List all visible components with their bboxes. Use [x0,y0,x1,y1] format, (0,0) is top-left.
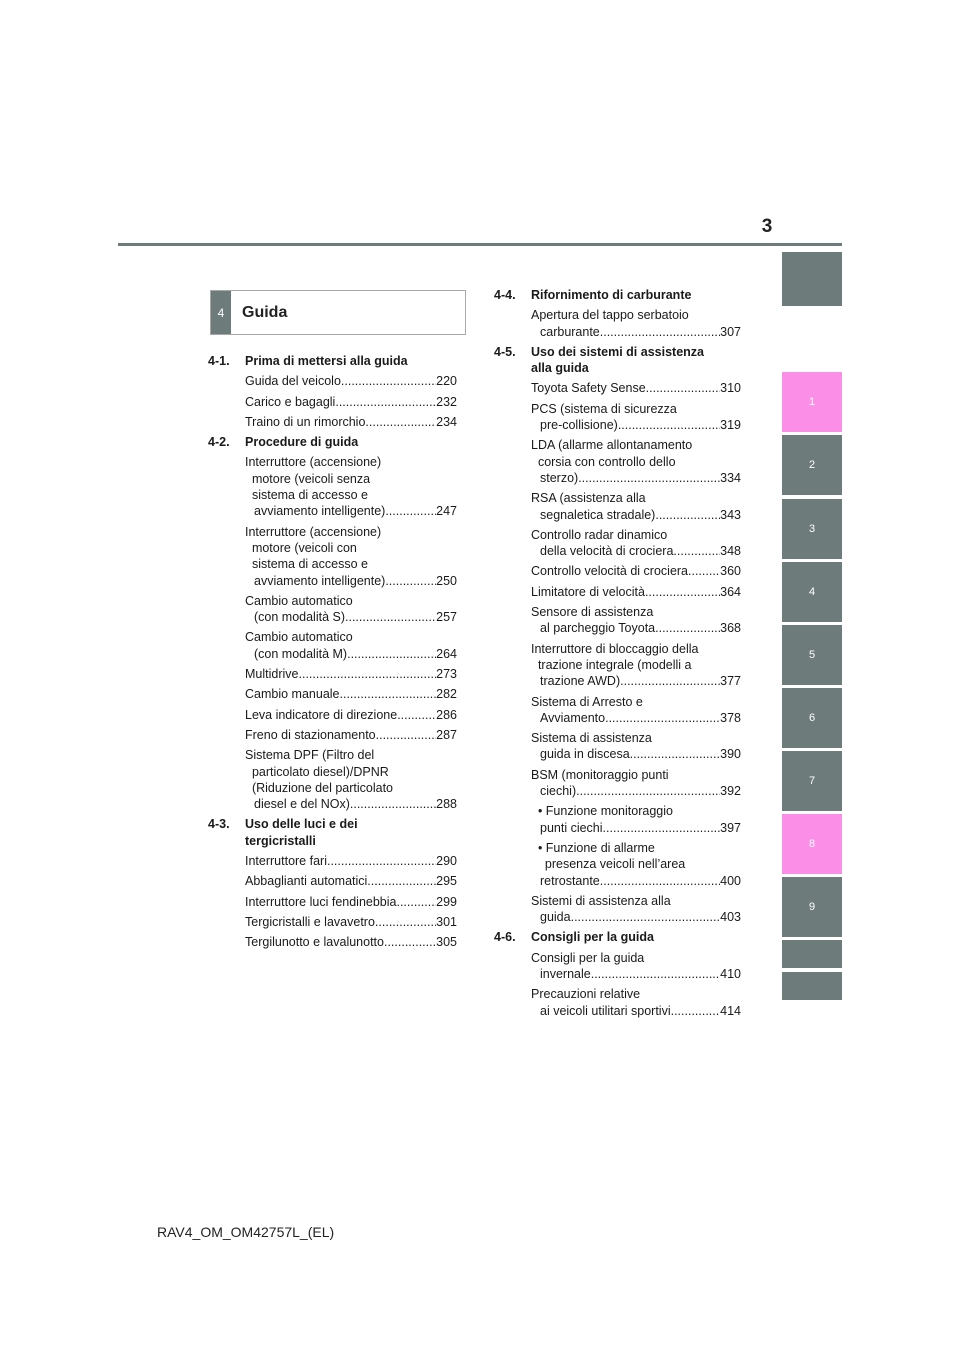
entry-text-line: PCS (sistema di sicurezza [531,401,677,416]
entry-title: Multidrive [245,667,299,682]
entry-leader-line [245,873,457,889]
page-number: 3 [761,216,773,237]
entry-text-line: (Riduzione del particolato [245,780,393,795]
dot-leader [341,373,436,389]
entry-leader-line [245,853,457,869]
toc-entry[interactable] [531,767,741,800]
entry-page-number: 273 [436,667,457,682]
entry-title: Limitatore di velocità [531,584,645,599]
entry-leader-line [531,543,741,559]
entry-text-line: Interruttore (accensione) [245,455,382,470]
entry-page-number: 290 [436,854,457,869]
toc-column-right [494,287,741,1019]
dot-leader [365,414,436,430]
chapter-tab-blank[interactable] [782,972,842,1000]
entry-text-line: • Funzione di allarme [531,840,655,855]
entry-leader-line [531,873,741,889]
entry-leader-line [245,573,457,589]
section-number: 4-3. [208,817,230,832]
entry-title: Carico e bagagli [245,394,336,409]
entry-leader-line [531,417,741,433]
toc-entry[interactable] [245,853,457,869]
toc-entry[interactable] [245,666,457,682]
toc-entry[interactable] [245,394,457,410]
dot-leader [578,470,720,486]
entry-leader-line [531,507,741,523]
entry-text-line: Interruttore (accensione) [245,524,382,539]
toc-section-heading [208,434,457,450]
section-title [531,929,741,945]
chapter-tab-5[interactable]: 5 [782,625,842,685]
entry-page-number: 310 [720,381,741,396]
dot-leader [375,914,436,930]
toc-entry[interactable] [245,873,457,889]
toc-entry[interactable] [245,373,457,389]
entry-title: (con modalità S) [254,610,346,625]
entry-leader-line [531,746,741,762]
entry-leader-line [245,707,457,723]
dot-leader [385,503,436,519]
toc-entry[interactable] [531,840,741,889]
entry-page-number: 403 [720,910,741,925]
section-number: 4-2. [208,435,230,450]
chapter-tab-1[interactable]: 1 [782,372,842,432]
entry-page-number: 282 [436,687,457,702]
entry-leader-line [245,727,457,743]
section-title [245,434,457,450]
entry-text-line: Precauzioni relative [531,987,641,1002]
entry-text-line: presenza veicoli nell’area [531,857,686,872]
entry-title: Avviamento [540,710,606,725]
chapter-number: 4 [211,291,231,334]
chapter-tab-2[interactable]: 2 [782,435,842,495]
dot-leader [655,620,720,636]
toc-entry[interactable] [245,707,457,723]
entry-page-number: 287 [436,727,457,742]
dot-leader [576,783,720,799]
dot-leader [655,507,720,523]
entry-page-number: 250 [436,573,457,588]
entry-text-line: Sistema di assistenza [531,731,652,746]
entry-leader-line [531,820,741,836]
entry-leader-line [245,934,457,950]
toc-entry[interactable] [531,604,741,637]
toc-entry[interactable] [245,747,457,812]
dot-leader [571,909,721,925]
entry-title: Freno di stazionamento [245,727,376,742]
dot-leader [367,873,436,889]
entry-page-number: 377 [720,674,741,689]
entry-leader-line [245,394,457,410]
entry-title: punti ciechi [540,820,603,835]
entry-title: diesel e del NOx) [254,797,350,812]
toc-entry[interactable] [531,307,741,340]
entry-title: Leva indicatore di direzione [245,707,398,722]
section-title [531,287,741,303]
entry-leader-line [531,470,741,486]
entry-page-number: 414 [720,1003,741,1018]
section-title-line: Uso delle luci e dei [245,817,358,832]
entry-text-line: sistema di accesso e [245,557,368,572]
section-number: 4-1. [208,354,230,368]
entry-leader-line [531,783,741,799]
entry-title: Tergicristalli e lavavetro [245,914,375,929]
entry-leader-line [245,503,457,519]
chapter-tab-9[interactable]: 9 [782,877,842,937]
entry-leader-line [531,909,741,925]
entry-text-line: Controllo radar dinamico [531,527,668,542]
section-title-line: Rifornimento di carburante [531,288,692,302]
entry-title: Interruttore fari [245,854,327,869]
entry-title: sterzo) [540,470,579,485]
entry-page-number: 232 [436,394,457,409]
entry-title: pre-collisione) [540,418,618,433]
entry-leader-line [245,686,457,702]
section-title [245,353,457,369]
dot-leader [350,796,436,812]
section-title [531,344,741,377]
toc-entry[interactable] [245,894,457,910]
entry-title: invernale [540,966,591,981]
toc-entry[interactable] [245,593,457,626]
header-rule [118,243,842,246]
entry-page-number: 257 [436,610,457,625]
section-title-line: Consigli per la guida [531,930,654,945]
toc-entry[interactable] [531,437,741,486]
entry-title: Toyota Safety Sense [531,381,646,396]
dot-leader [376,727,437,743]
chapter-title: Guida [242,303,288,321]
dot-leader [688,563,720,579]
toc-section-heading [208,353,457,369]
entry-text-line: motore (veicoli con [245,540,357,555]
entry-page-number: 364 [720,584,741,599]
entry-page-number: 295 [436,874,457,889]
dot-leader [396,894,436,910]
toc-column-left [208,353,457,951]
entry-leader-line [245,414,457,430]
entry-leader-line [245,796,457,812]
toc-entry[interactable] [531,694,741,727]
toc-entry[interactable] [531,490,741,523]
entry-leader-line [245,894,457,910]
dot-leader [327,853,436,869]
entry-page-number: 392 [720,784,741,799]
toc-entry[interactable] [245,914,457,930]
entry-text-line: particolato diesel)/DPNR [245,764,389,779]
entry-leader-line [531,324,741,340]
section-number: 4-5. [494,344,516,359]
section-title-line: Uso dei sistemi di assistenza [531,344,704,359]
toc-entry[interactable] [531,950,741,983]
entry-title: avviamento intelligente) [254,573,386,588]
toc-entry[interactable] [531,803,741,836]
entry-page-number: 288 [436,797,457,812]
entry-leader-line [245,646,457,662]
entry-page-number: 319 [720,418,741,433]
entry-leader-line [531,380,741,396]
chapter-heading [210,290,466,335]
entry-title: Abbaglianti automatici [245,874,368,889]
entry-text-line: motore (veicoli senza [245,471,371,486]
entry-page-number: 307 [720,324,741,339]
dot-leader [385,573,436,589]
entry-text-line: Sistemi di assistenza alla [531,893,671,908]
toc-section-heading [494,344,741,377]
entry-leader-line [531,966,741,982]
toc-entry[interactable] [245,414,457,430]
entry-text-line: Apertura del tappo serbatoio [531,308,689,323]
dot-leader [673,543,720,559]
entry-page-number: 286 [436,707,457,722]
entry-title: trazione AWD) [540,674,621,689]
dot-leader [605,710,720,726]
entry-page-number: 410 [720,966,741,981]
toc-entry[interactable] [531,641,741,690]
toc-entry[interactable] [245,934,457,950]
chapter-tab-blank[interactable] [782,252,842,306]
entry-title: ciechi) [540,784,577,799]
toc-entry[interactable] [531,584,741,600]
entry-page-number: 343 [720,507,741,522]
entry-page-number: 368 [720,621,741,636]
chapter-tab-7[interactable]: 7 [782,751,842,811]
entry-title: ai veicoli utilitari sportivi [540,1003,671,1018]
entry-title: segnaletica stradale) [540,507,656,522]
dot-leader [347,646,436,662]
entry-leader-line [531,584,741,600]
dot-leader [645,584,720,600]
entry-text-line: Cambio automatico [245,630,353,645]
entry-title: retrostante [540,873,600,888]
entry-leader-line [531,1003,741,1019]
toc-entry[interactable] [245,524,457,589]
entry-title: Traino di un rimorchio [245,414,366,429]
entry-title: guida [540,910,571,925]
entry-text-line: BSM (monitoraggio punti [531,767,669,782]
entry-text-line: Interruttore di bloccaggio della [531,641,699,656]
entry-title: avviamento intelligente) [254,504,386,519]
entry-text-line: Sistema di Arresto e [531,694,643,709]
section-title-line: alla guida [531,361,589,376]
dot-leader [671,1003,721,1019]
entry-title: Interruttore luci fendinebbia [245,894,397,909]
toc-entry[interactable] [245,454,457,519]
toc-entry[interactable] [245,686,457,702]
entry-page-number: 305 [436,935,457,950]
toc-section-heading [494,287,741,303]
entry-title: al parcheggio Toyota [540,621,656,636]
entry-title: Tergilunotto e lavalunotto [245,935,384,950]
entry-leader-line [531,673,741,689]
toc-entry[interactable] [245,727,457,743]
entry-title: (con modalità M) [254,646,348,661]
entry-text-line: • Funzione monitoraggio [531,804,673,819]
entry-text-line: Sensore di assistenza [531,605,654,620]
entry-page-number: 234 [436,414,457,429]
entry-text-line: Consigli per la guida [531,950,645,965]
dot-leader [630,746,720,762]
entry-page-number: 348 [720,544,741,559]
section-number: 4-6. [494,930,516,945]
dot-leader [340,686,437,702]
entry-text-line: trazione integrale (modelli a [531,657,692,672]
entry-title: della velocità di crociera [540,544,674,559]
entry-page-number: 301 [436,914,457,929]
section-number: 4-4. [494,288,516,302]
chapter-tab-blank[interactable] [782,940,842,968]
entry-page-number: 360 [720,564,741,579]
toc-entry[interactable] [531,527,741,560]
entry-text-line: LDA (allarme allontanamento [531,438,693,453]
chapter-tab-8[interactable]: 8 [782,814,842,874]
entry-leader-line [245,609,457,625]
dot-leader [620,673,720,689]
dot-leader [600,873,720,889]
toc-section-heading [494,929,741,945]
toc-entry[interactable] [245,629,457,662]
entry-page-number: 390 [720,747,741,762]
section-title-line: Procedure di guida [245,435,359,450]
entry-page-number: 264 [436,646,457,661]
entry-title: guida in discesa [540,747,630,762]
toc-entry[interactable] [531,401,741,434]
dot-leader [600,324,720,340]
entry-text-line: sistema di accesso e [245,488,368,503]
dot-leader [384,934,436,950]
entry-page-number: 220 [436,374,457,389]
entry-text-line: Cambio automatico [245,593,353,608]
entry-text-line: RSA (assistenza alla [531,491,646,506]
dot-leader [646,380,720,396]
toc-entry[interactable] [531,986,741,1019]
entry-title: Guida del veicolo [245,374,341,389]
entry-leader-line [531,710,741,726]
entry-page-number: 247 [436,504,457,519]
chapter-tab-3[interactable]: 3 [782,499,842,559]
toc-entry[interactable] [531,380,741,396]
entry-title: Cambio manuale [245,687,340,702]
entry-page-number: 400 [720,873,741,888]
entry-page-number: 397 [720,820,741,835]
entry-leader-line [245,666,457,682]
dot-leader [335,394,436,410]
toc-entry[interactable] [531,730,741,763]
section-title-line: Prima di mettersi alla guida [245,354,408,368]
entry-page-number: 378 [720,710,741,725]
entry-text-line: corsia con controllo dello [531,454,676,469]
entry-text-line: Sistema DPF (Filtro del [245,748,375,763]
toc-entry[interactable] [531,893,741,926]
footer-code: RAV4_OM_OM42757L_(EL) [157,1224,335,1240]
chapter-tab-6[interactable]: 6 [782,688,842,748]
entry-leader-line [531,563,741,579]
dot-leader [299,666,437,682]
entry-leader-line [531,620,741,636]
entry-page-number: 334 [720,470,741,485]
section-title [245,816,457,849]
entry-page-number: 299 [436,894,457,909]
dot-leader [603,820,721,836]
entry-leader-line [245,914,457,930]
entry-leader-line [245,373,457,389]
toc-section-heading [208,816,457,849]
section-title-line: tergicristalli [245,833,316,848]
chapter-tab-4[interactable]: 4 [782,562,842,622]
toc-entry[interactable] [531,563,741,579]
entry-title: carburante [540,324,600,339]
dot-leader [345,609,436,625]
dot-leader [397,707,436,723]
dot-leader [618,417,720,433]
dot-leader [591,966,720,982]
entry-title: Controllo velocità di crociera [531,564,689,579]
